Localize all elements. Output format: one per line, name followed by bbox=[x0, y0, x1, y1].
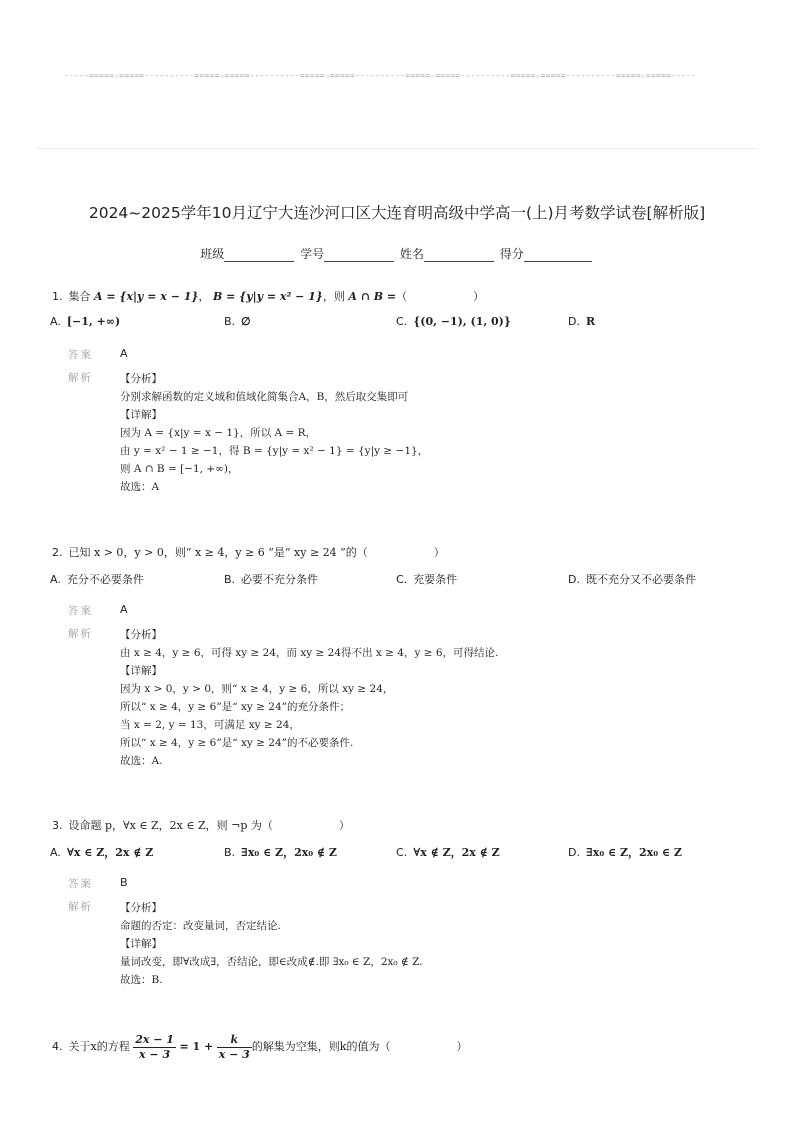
analysis-line: 因为 x > 0，y > 0，则“ x ≥ 4，y ≥ 6，所以 xy ≥ 24， bbox=[120, 683, 394, 695]
answer-value: A bbox=[120, 347, 128, 360]
analysis-line: 命题的否定：改变量词，否定结论. bbox=[120, 920, 281, 932]
question-1 bbox=[52, 289, 752, 496]
answer-value: B bbox=[120, 876, 128, 889]
class-blank[interactable] bbox=[224, 249, 294, 262]
analysis-line: 【详解】 bbox=[120, 409, 162, 421]
page-title: 2024~2025学年10月辽宁大连沙河口区大连育明高级中学高一(上)月考数学试卷[解析版] bbox=[88, 204, 706, 222]
question-number: 4. bbox=[52, 1040, 63, 1053]
analysis-line: 由 y = x² − 1 ≥ −1，得 B = {y|y = x² − 1} = {y|y ≥ −1}， bbox=[120, 445, 429, 457]
analysis-line: 因为 A = {x|y = x − 1}，所以 A = R， bbox=[120, 427, 316, 439]
analysis-line: 由 x ≥ 4，y ≥ 6，可得 xy ≥ 24，而 xy ≥ 24得不出 x ≥ 4，y ≥ 6，可得结论. bbox=[120, 647, 499, 659]
fraction: $\frac{k}{x - 3}$ bbox=[218, 1032, 250, 1061]
analysis-line: 分别求解函数的定义域和值域化简集合A，B，然后取交集即可 bbox=[120, 391, 409, 403]
analysis-line: 所以“ x ≥ 4，y ≥ 6”是“ xy ≥ 24”的不必要条件. bbox=[120, 737, 354, 749]
option-c[interactable]: C. 充要条件 bbox=[396, 573, 458, 586]
analysis-line: 【分析】 bbox=[120, 373, 162, 385]
analysis-label: 解析 bbox=[68, 628, 93, 640]
answer-label: 答案 bbox=[68, 349, 93, 361]
info-label-name: 姓名 bbox=[399, 247, 424, 261]
answer-label: 答案 bbox=[68, 605, 93, 617]
analysis-line: 【详解】 bbox=[120, 665, 162, 677]
analysis-line: 【分析】 bbox=[120, 902, 162, 914]
question-number: 2. bbox=[52, 546, 63, 559]
analysis-line: 量词改变，即∀改成∃，否结论，即∈改成∉.即 ∃x₀ ∈ Z，2x₀ ∉ Z. bbox=[120, 956, 423, 968]
question-3 bbox=[52, 818, 752, 989]
fraction: $\frac{2x - 1}{x - 3}$ bbox=[135, 1032, 174, 1061]
question-number: 1. bbox=[52, 290, 63, 303]
options-row bbox=[50, 844, 752, 860]
analysis-line: 【分析】 bbox=[120, 629, 162, 641]
analysis-line: 则 A ∩ B = [−1, +∞)， bbox=[120, 463, 239, 475]
question-stem: 1. 集合 A = {x|y = x − 1}， B = {y|y = x² − 1}，则 A ∩ B =（ ） bbox=[52, 290, 485, 303]
option-b[interactable]: B. 必要不充分条件 bbox=[224, 573, 319, 586]
option-d[interactable]: D. R bbox=[568, 315, 596, 328]
option-a[interactable]: A. 充分不必要条件 bbox=[50, 573, 144, 586]
analysis-block bbox=[52, 370, 752, 496]
option-c[interactable]: C. {(0, −1), (1, 0)} bbox=[396, 315, 511, 328]
analysis-label: 解析 bbox=[68, 901, 93, 913]
question-stem: 2. 已知 x > 0，y > 0，则“ x ≥ 4，y ≥ 6 ”是“ xy ≥ 24 ”的（ ） bbox=[52, 546, 445, 559]
decorative-divider: -----=====☆=====----------=====☆=====----------=====☆=====----------=====☆=====----------=====☆=====----------=====☆=====----- bbox=[64, 71, 697, 80]
question-stem: 3. 设命题 p，∀x ∈ Z，2x ∈ Z，则 ¬p 为（ ） bbox=[52, 819, 350, 832]
question-number: 3. bbox=[52, 819, 63, 832]
analysis-block bbox=[52, 626, 752, 770]
option-b[interactable]: B. ∅ bbox=[224, 315, 251, 328]
analysis-line: 【详解】 bbox=[120, 938, 162, 950]
question-2 bbox=[52, 545, 752, 770]
answer-value: A bbox=[120, 603, 128, 616]
score-blank[interactable] bbox=[524, 249, 592, 262]
options-row bbox=[50, 571, 752, 587]
info-label-class: 班级 bbox=[200, 247, 225, 261]
analysis-line: 故选：B. bbox=[120, 974, 163, 986]
analysis-line: 所以“ x ≥ 4，y ≥ 6”是“ xy ≥ 24”的充分条件； bbox=[120, 701, 350, 713]
answer-block bbox=[52, 876, 752, 889]
answer-label: 答案 bbox=[68, 878, 93, 890]
analysis-line: 故选：A. bbox=[120, 755, 163, 767]
header-rule bbox=[36, 148, 758, 149]
option-d[interactable]: D. 既不充分又不必要条件 bbox=[568, 573, 696, 586]
id-blank[interactable] bbox=[324, 249, 394, 262]
analysis-block bbox=[52, 899, 752, 989]
answer-block bbox=[52, 347, 752, 360]
name-blank[interactable] bbox=[424, 249, 494, 262]
option-b[interactable]: B. ∃x₀ ∈ Z，2x₀ ∉ Z bbox=[224, 846, 337, 859]
answer-block bbox=[52, 603, 752, 616]
option-d[interactable]: D. ∃x₀ ∈ Z，2x₀ ∈ Z bbox=[568, 846, 682, 859]
option-a[interactable]: A. [−1, +∞) bbox=[50, 315, 121, 328]
analysis-label: 解析 bbox=[68, 372, 93, 384]
question-4 bbox=[52, 1032, 752, 1062]
analysis-line: 当 x = 2, y = 13，可满足 xy ≥ 24， bbox=[120, 719, 300, 731]
info-label-id: 学号 bbox=[300, 247, 325, 261]
student-info-row bbox=[0, 245, 794, 262]
option-a[interactable]: A. ∀x ∈ Z，2x ∉ Z bbox=[50, 846, 154, 859]
options-row bbox=[50, 315, 752, 331]
option-c[interactable]: C. ∀x ∉ Z，2x ∉ Z bbox=[396, 846, 500, 859]
question-stem: 4. 关于x的方程 $\frac{2x - 1}{x - 3}$ = 1 + $\frac{k}{x - 3}$ 的解集为空集，则k的值为（ ） bbox=[52, 1032, 468, 1061]
analysis-line: 故选：A bbox=[120, 481, 160, 493]
info-label-score: 得分 bbox=[499, 247, 524, 261]
